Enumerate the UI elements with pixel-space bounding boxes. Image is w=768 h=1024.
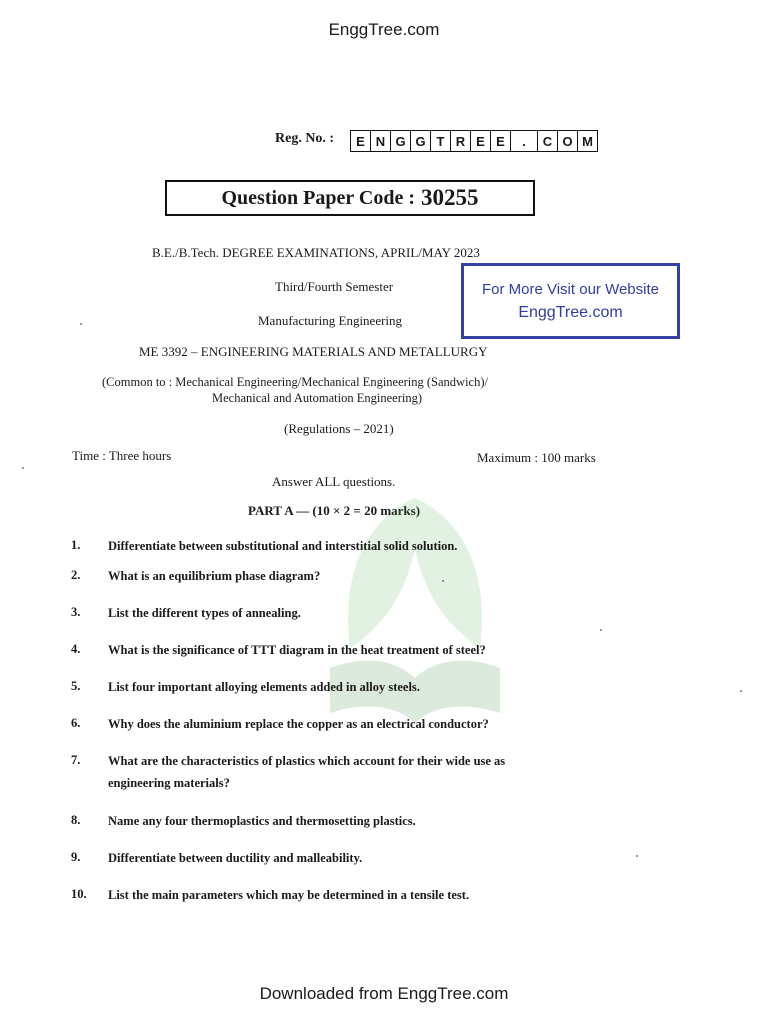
reg-char-box: O	[558, 131, 578, 151]
question-paper-code-box	[165, 180, 535, 216]
common-to-line-1: (Common to : Mechanical Engineering/Mechanical Engineering (Sandwich)/	[102, 375, 488, 389]
header-site-name: EnggTree.com	[328, 20, 440, 39]
reg-char-box: R	[451, 131, 471, 151]
question-text: Name any four thermoplastics and thermosetting plastics.	[108, 814, 416, 828]
reg-char-box: E	[491, 131, 511, 151]
question-number: 7.	[71, 753, 81, 767]
course-title: ME 3392 – ENGINEERING MATERIALS AND METALLURGY	[139, 344, 488, 359]
question-text: Differentiate between ductility and malleability.	[108, 851, 363, 865]
reg-char-box: C	[538, 131, 558, 151]
common-to-line-2: Mechanical and Automation Engineering)	[212, 391, 423, 405]
question-number: 3.	[71, 605, 81, 619]
question-text: List the different types of annealing.	[108, 606, 301, 620]
question-text: Differentiate between substitutional and interstitial solid solution.	[108, 539, 458, 553]
question-text: List four important alloying elements added in alloy steels.	[108, 680, 420, 694]
maximum-marks: Maximum : 100 marks	[477, 450, 596, 465]
regulations: (Regulations – 2021)	[284, 421, 394, 436]
question-text: What are the characteristics of plastics which account for their wide use as	[108, 754, 506, 768]
question-text-continued: engineering materials?	[108, 776, 230, 790]
question-number: 10.	[71, 887, 87, 901]
paper-code-label: Question Paper Code :	[221, 186, 415, 209]
reg-char-box: E	[351, 131, 371, 151]
scan-speck	[442, 580, 444, 582]
semester: Third/Fourth Semester	[275, 279, 394, 294]
question-number: 1.	[71, 538, 81, 552]
reg-char-box: T	[431, 131, 451, 151]
reg-no-boxes	[350, 130, 598, 152]
promo-site-link[interactable]: EnggTree.com	[518, 303, 623, 321]
question-number: 6.	[71, 716, 81, 730]
reg-char-box: E	[471, 131, 491, 151]
part-a-heading: PART A — (10 × 2 = 20 marks)	[248, 503, 421, 518]
question-text: List the main parameters which may be determined in a tensile test.	[108, 888, 470, 902]
reg-char-box: N	[371, 131, 391, 151]
website-promo-box[interactable]	[461, 263, 680, 339]
question-text: Why does the aluminium replace the copper as an electrical conductor?	[108, 717, 489, 731]
question-number: 8.	[71, 813, 81, 827]
reg-no-label: Reg. No. :	[275, 131, 335, 146]
question-text: What is an equilibrium phase diagram?	[108, 569, 321, 583]
scan-speck	[636, 855, 638, 857]
question-text: What is the significance of TTT diagram in the heat treatment of steel?	[108, 643, 486, 657]
instruction: Answer ALL questions.	[272, 474, 396, 489]
paper-code-value: 30255	[421, 185, 479, 210]
branch: Manufacturing Engineering	[258, 313, 403, 328]
scan-speck	[600, 629, 602, 631]
footer-download-note: Downloaded from EnggTree.com	[259, 984, 509, 1003]
scan-speck	[740, 690, 742, 692]
reg-char-box: M	[582, 133, 593, 149]
question-number: 2.	[71, 568, 81, 582]
reg-char-box: G	[411, 131, 431, 151]
reg-char-box: .	[511, 131, 538, 151]
question-number: 5.	[71, 679, 81, 693]
promo-text: For More Visit our Website	[481, 280, 659, 298]
question-number: 9.	[71, 850, 81, 864]
scan-speck	[22, 467, 24, 469]
question-number: 4.	[71, 642, 81, 656]
reg-char-box: G	[391, 131, 411, 151]
exam-title: B.E./B.Tech. DEGREE EXAMINATIONS, APRIL/MAY 2023	[152, 245, 480, 260]
time-allowed: Time : Three hours	[72, 448, 172, 463]
scan-speck	[80, 323, 82, 325]
